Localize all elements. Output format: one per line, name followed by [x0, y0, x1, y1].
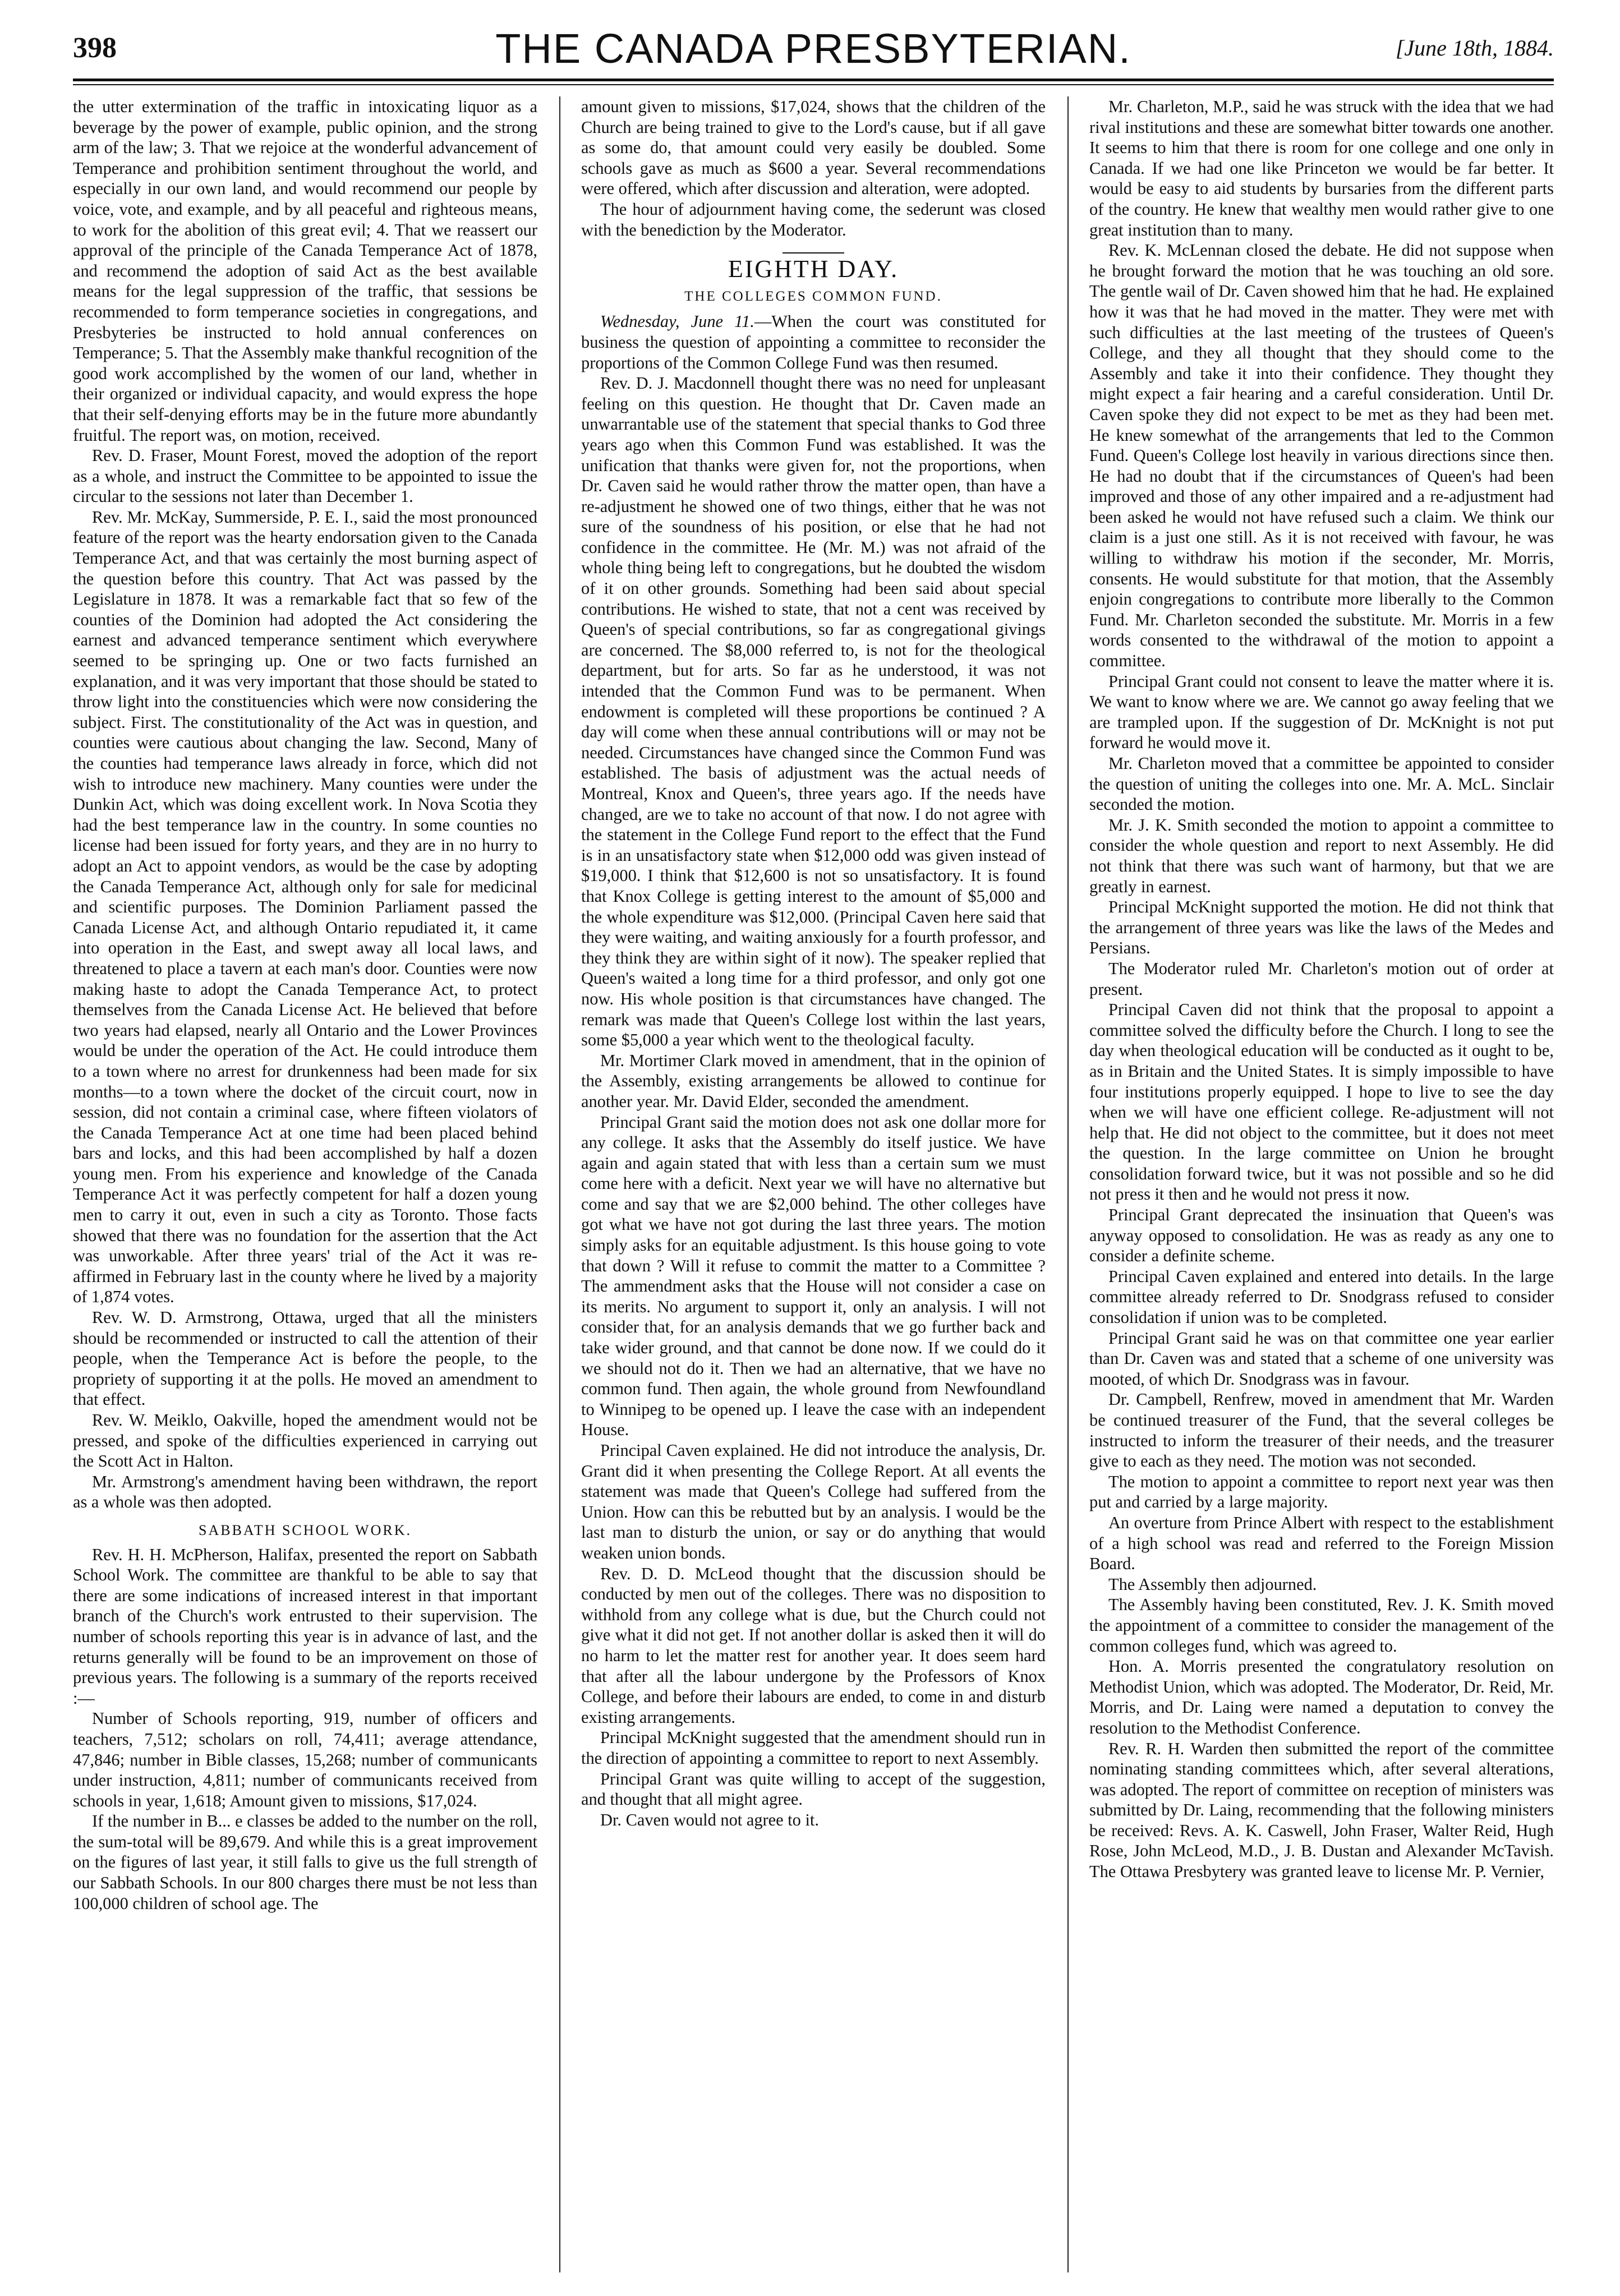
- header-rule-thin: [73, 84, 1554, 85]
- paragraph: Mr. Charleton moved that a committee be appointed to consider the question of uniting the colleges into one. Mr. A. McL. Sinclair seconded the motion.: [1089, 754, 1554, 814]
- paragraph: Rev. D. J. Macdonnell thought there was no need for unpleasant feeling on this question. He thought that Dr. Caven made an unwarrantable use of the statement that special thanks to God three years ago when this Common Fund was established. It was the unification that thanks were given for, not the proportions, when Dr. Caven said he would rather throw the matter open, than have a re-adjustment he showed one of two things, either that he was not sure of the soundness of his position, or else that he had not confidence in the committee. He (Mr. M.) was not afraid of the whole thing being left to congregations, but he doubted the wisdom of it on other grounds. Something had been said about special contributions. He wished to state, that not a cent was received by Queen's of special contributions, so far as congregational givings are concerned. The $8,000 referred to, is not for the theological department, but for arts. So far as he understood, it was not intended that the Common Fund was to be permanent. When endowment is completed will these proportions be continued ? A day will come when these annual contributions will or may not be needed. Circumstances have changed since the Common Fund was established. The basis of adjustment was the actual needs of Montreal, Knox and Queen's, three years ago. If the needs have changed, are we to take no account of that now. I do not agree with the statement in the College Fund report to the effect that the Fund is in an unsatisfactory state when $12,000 odd was given instead of $19,000. I think that $12,600 is not so unsatisfactory. It is found that Knox College is getting interest to the amount of $5,000 and the whole expenditure was $12,000. (Principal Caven here said that they were waiting, and waiting anxiously for a fourth professor, and they think they are within sight of it now). The speaker replied that Queen's waited a long time for a third professor, and only got one now. His whole position is that circumstances have changed. The remark was made that Queen's College lost within the last years, some $5,000 a year which went to the theological faculty.: [581, 374, 1046, 1050]
- dateline: Wednesday, June 11.: [600, 312, 754, 331]
- paragraph: The Assembly then adjourned.: [1108, 1574, 1317, 1594]
- masthead: [73, 20, 1554, 74]
- paragraph: Rev. W. Meiklo, Oakville, hoped the amendment would not be pressed, and spoke of the difficulties experienced in carrying out the Scott Act in Halton.: [73, 1410, 537, 1471]
- header-rule: [73, 79, 1554, 81]
- paragraph: Principal McKnight supported the motion. He did not think that the arrangement of three years was like the laws of the Medes and Persians.: [1089, 897, 1554, 958]
- paragraph: amount given to missions, $17,024, shows that the children of the Church are being trained to give to the Lord's cause, but if all gave as some do, that amount could very easily be doubled. Some schools gave as much as $600 a year. Several recommendations were offered, which after discussion and alteration, were adopted.: [581, 97, 1046, 199]
- paragraph: The motion to appoint a committee to report next year was then put and carried by a large majority.: [1089, 1472, 1554, 1512]
- paragraph: Principal Caven did not think that the proposal to appoint a committee solved the difficulty before the Church. I long to see the day when theological education will be conducted as it ought to be, as in Britain and the United States. It is simply impossible to have four institutions properly equipped. I hope to live to see the day when we will have one efficient college. Re-adjustment will not help that. He did not object to the committee, but it does not meet the question. In the large committee on Union he brought consolidation forward twice, but it was not possible and so he did not press it then and he would not press it now.: [1089, 1000, 1554, 1204]
- section-rule: [783, 252, 844, 253]
- paragraph: Dr. Caven would not agree to it.: [600, 1810, 819, 1829]
- paragraph: Principal Grant could not consent to leave the matter where it is. We want to know where we are. We cannot go away feeling that we are trampled upon. If the suggestion of Dr. McKnight is not put forward he would move it.: [1089, 671, 1554, 753]
- paragraph: Principal Grant said the motion does not ask one dollar more for any college. It asks that the Assembly do itself justice. We have again and again stated that with less than a certain sum we must come here with a deficit. Next year we will have no alternative but come and say that we are $2,000 behind. The other colleges have got what we have not got during the last three years. The motion simply asks for an equitable adjustment. Is this house going to vote that down ? Will it refuse to commit the matter to a Committee ? The ammendment asks that the House will not consider a case on its merits. No argument to support it, only an analysis. I will not consider that, for an analysis demands that we go further back and take wider ground, and that cannot be done now. If we could do it we should not do it. Then we had an alternative, that we have no common fund. Then again, the whole ground from Newfoundland to Winnipeg to be opened up. I leave the case with an independent House.: [581, 1112, 1046, 1440]
- paragraph: Rev. W. D. Armstrong, Ottawa, urged that all the ministers should be recommended or instructed to call the attention of their people, when the Temperance Act is before the people, to the propriety of supporting it at the polls. He moved an amendment to that effect.: [73, 1308, 537, 1409]
- paragraph: Mr. J. K. Smith seconded the motion to appoint a committee to consider the whole question and report to next Assembly. He did not think that there was such want of harmony, but that we are greatly in earnest.: [1089, 815, 1554, 896]
- column-divider: [1067, 96, 1069, 2272]
- paragraph: Principal Caven explained and entered into details. In the large committee already referred to Dr. Snodgrass refused to consider consolidation if union was to be completed.: [1089, 1266, 1554, 1327]
- paragraph: Mr. Charleton, M.P., said he was struck with the idea that we had rival institutions and these are somewhat bitter towards one another. It seems to him that there is room for one college and one only in Canada. If we had one like Princeton we would be far better. It would be easy to aid students by bursaries from the different parts of the country. He knew that wealthy men would rather give to one great institution than to many.: [1089, 97, 1554, 239]
- paragraph: Principal McKnight suggested that the amendment should run in the direction of appointing a committee to report to next Assembly.: [581, 1728, 1046, 1768]
- paragraph-text: —When the court was constituted for business the question of appointing a committee to reconsider the proportions of the Common College Fund was then resumed.: [581, 312, 1046, 372]
- subsection-heading: THE COLLEGES COMMON FUND.: [684, 288, 942, 304]
- paragraph: The Assembly having been constituted, Rev. J. K. Smith moved the appointment of a committee to consider the management of the common colleges fund, which was agreed to.: [1089, 1595, 1554, 1656]
- paragraph: Mr. Armstrong's amendment having been withdrawn, the report as a whole was then adopted.: [73, 1472, 537, 1512]
- paragraph: Rev. R. H. Warden then submitted the report of the committee nominating standing committees which, after several alterations, was adopted. The report of committee on reception of ministers was submitted by Dr. Laing, recommending that the following ministers be received: Revs. A. K. Caswell, John Fraser, Walter Reid, Hugh Rose, John McLeod, M.D., J. B. Dustan and Alexander McTavish. The Ottawa Presbytery was granted leave to license Mr. P. Vernier,: [1089, 1739, 1554, 1882]
- column-3: [1089, 96, 1554, 2272]
- paragraph: Rev. K. McLennan closed the debate. He did not suppose when he brought forward the motion that he was touching an old sore. The gentle wail of Dr. Caven showed him that he had. He explained how it was that he had moved in the matter. They were met with such difficulties at the last meeting of the trustees of Queen's College, and they all thought that they should come to the Assembly and take it into their confidence. They thought they might expect a fair hearing and a careful consideration. Until Dr. Caven spoke they did not expect to be met as they had been met. He knew somewhat of the arrangements that led to the Common Fund. Queen's College lost heavily in various directions since then. He had no doubt that if the circumstances of Queen's had been improved and those of any other impaired and a re-adjustment had been asked he would not have refused such a claim. We think our claim is a just one still. As it is not received with favour, he was willing to withdraw his motion if the seconder, Mr. Morris, consents. He would substitute for that motion, that the Assembly enjoin congregations to contribute more liberally to the Common Fund. Mr. Charleton seconded the substitute. Mr. Morris in a few words consented to the withdrawal of the motion to appoint a committee.: [1089, 241, 1554, 671]
- paragraph: Mr. Mortimer Clark moved in amendment, that in the opinion of the Assembly, existing arrangements be allowed to continue for another year. Mr. David Elder, seconded the amendment.: [581, 1050, 1046, 1111]
- section-heading: SABBATH SCHOOL WORK.: [199, 1522, 412, 1538]
- paragraph: The Moderator ruled Mr. Charleton's motion out of order at present.: [1089, 958, 1554, 999]
- column-divider: [559, 96, 560, 2272]
- column-1: [73, 96, 537, 2272]
- paragraph: Rev. D. D. McLeod thought that the discussion should be conducted by men out of the colleges. There was no disposition to withhold from any college what is due, but the Church could not give what it did not get. If not another dollar is asked then it will do no harm to let the matter rest for another year. It does seem hard that after all the labour undergone by the Professors of Knox College, and before their labours are ended, to come in and disturb existing arrangements.: [581, 1564, 1046, 1727]
- paragraph: If the number in B... e classes be added to the number on the roll, the sum-total will be 89,679. And while this is a great improvement on the figures of last year, it still falls to give us the full strength of our Sabbath Schools. In our 800 charges there must be not less than 100,000 children of school age. The: [73, 1811, 537, 1913]
- paragraph: Principal Grant was quite willing to accept of the suggestion, and thought that all might agree.: [581, 1769, 1046, 1809]
- paragraph: Number of Schools reporting, 919, number of officers and teachers, 7,512; scholars on roll, 74,411; average attendance, 47,846; number in Bible classes, 15,268; number of communicants under instruction, 4,811; number of communicants received from schools in year, 1,618; Amount given to missions, $17,024.: [73, 1709, 537, 1810]
- paragraph: [581, 311, 1046, 373]
- paragraph: An overture from Prince Albert with respect to the establishment of a high school was read and referred to the Foreign Mission Board.: [1089, 1513, 1554, 1574]
- paragraph: the utter extermination of the traffic in intoxicating liquor as a beverage by the power of example, public opinion, and the strong arm of the law; 3. That we rejoice at the wonderful advancement of Temperance and prohibition sentiment throughout the world, and especially in our own land, and would recommend our people by voice, vote, and example, and by all peaceful and righteous means, to work for the abolition of this great evil; 4. That we reassert our approval of the principle of the Canada Temperance Act of 1878, and recommend the adoption of said Act as the best available means for the legal suppression of the traffic, that sessions be recommended to form temperance societies in congregations, and Presbyteries be instructed to hold annual conferences on Temperance; 5. That the Assembly make thankful recognition of the good work accomplished by the women of our land, whether in their organized or individual capacity, and would express the hope that their self-denying efforts may be in the future more abundantly fruitful. The report was, on motion, received.: [73, 97, 537, 445]
- paragraph: Principal Grant deprecated the insinuation that Queen's was anyway opposed to consolidation. He was as ready as any one to consider a definite scheme.: [1089, 1205, 1554, 1266]
- paragraph: Rev. H. H. McPherson, Halifax, presented the report on Sabbath School Work. The committee are thankful to be able to say that there are some indications of increased interest in that important branch of the Church's work entrusted to their supervision. The number of schools reporting this year is in advance of last, and the returns generally will be found to be an improvement on those of previous years. The following is a summary of the reports received :—: [73, 1545, 537, 1708]
- paragraph: Dr. Campbell, Renfrew, moved in amendment that Mr. Warden be continued treasurer of the Fund, that the several colleges be instructed to inform the treasurer of their needs, and the treasurer give to each as they need. The motion was not seconded.: [1089, 1390, 1554, 1471]
- paragraph: Principal Caven explained. He did not introduce the analysis, Dr. Grant did it when presenting the College Report. At all events the statement was made that Queen's College had suffered from the Union. How can this be rebutted but by an analysis. I would be the last man to disturb the union, or say or do anything that would weaken union bonds.: [581, 1441, 1046, 1562]
- paragraph: Rev. Mr. McKay, Summerside, P. E. I., said the most pronounced feature of the report was the hearty endorsation given to the Canada Temperance Act, and that was certainly the most burning aspect of the question before this country. That Act was passed by the Legislature in 1878. It was a remarkable fact that so few of the counties of the Dominion had adopted the Act considering the earnest and advanced temperance sentiment which everywhere seemed to be springing up. One or two facts furnished an explanation, and it was very important that those should be stated to throw light into the constituencies which were now considering the subject. First. The constitutionality of the Act was in question, and counties were cautious about changing the law. Second, Many of the counties had temperance laws already in force, which did not wish to introduce new machinery. Many counties were under the Dunkin Act, which was doing excellent work. In Nova Scotia they had the best temperance law in the country. In some counties no license had been issued for forty years, and they are in no hurry to adopt an Act to appoint vendors, as would be the case by adopting the Canada Temperance Act, although only for sale for medicinal and scientific purposes. The Dominion Parliament passed the Canada License Act, and although Ontario repudiated it, it came into operation in the East, and swept away all local laws, and threatened to place a tavern at each man's door. Counties were now making haste to adopt the Canada Temperance Act, to protect themselves from the Canada License Act. He believed that before two years had elapsed, nearly all Ontario and the Lower Provinces would be under the operation of the Act. He could introduce them to a town where no arrest for drunkenness had been made for six months—to a town where the docket of the circuit court, now in session, did not contain a criminal case, where fifteen violators of the Canada Temperance Act at one time had been placed behind bars and locks, and this had been accomplished by half a dozen young men. From his experience and knowledge of the Canada Temperance Act it was perfectly competent for half a dozen young men to carry it out, even in such a city as Toronto. Those facts showed that there was no foundation for the assertion that the Act was unworkable. After three years' trial of the Act it was re-affirmed in February last in the county where he lived by a majority of 1,874 votes.: [73, 507, 537, 1307]
- page-number: 398: [73, 32, 117, 64]
- day-heading: EIGHTH DAY.: [728, 255, 899, 283]
- paragraph: Hon. A. Morris presented the congratulatory resolution on Methodist Union, which was adopted. The Moderator, Dr. Reid, Mr. Morris, and Dr. Laing were named a deputation to convey the resolution to the Methodist Conference.: [1089, 1657, 1554, 1737]
- newspaper-title: THE CANADA PRESBYTERIAN.: [495, 25, 1131, 72]
- paragraph: Principal Grant said he was on that committee one year earlier than Dr. Caven was and stated that a scheme of one university was mooted, of which Dr. Snodgrass was in favour.: [1089, 1328, 1554, 1389]
- column-2: [581, 96, 1046, 2272]
- issue-date: [June 18th, 1884.: [1395, 35, 1554, 61]
- paragraph: The hour of adjournment having come, the sederunt was closed with the benediction by the Moderator.: [581, 199, 1046, 239]
- paragraph: Rev. D. Fraser, Mount Forest, moved the adoption of the report as a whole, and instruct the Committee to be appointed to issue the circular to the sessions not later than December 1.: [73, 446, 537, 506]
